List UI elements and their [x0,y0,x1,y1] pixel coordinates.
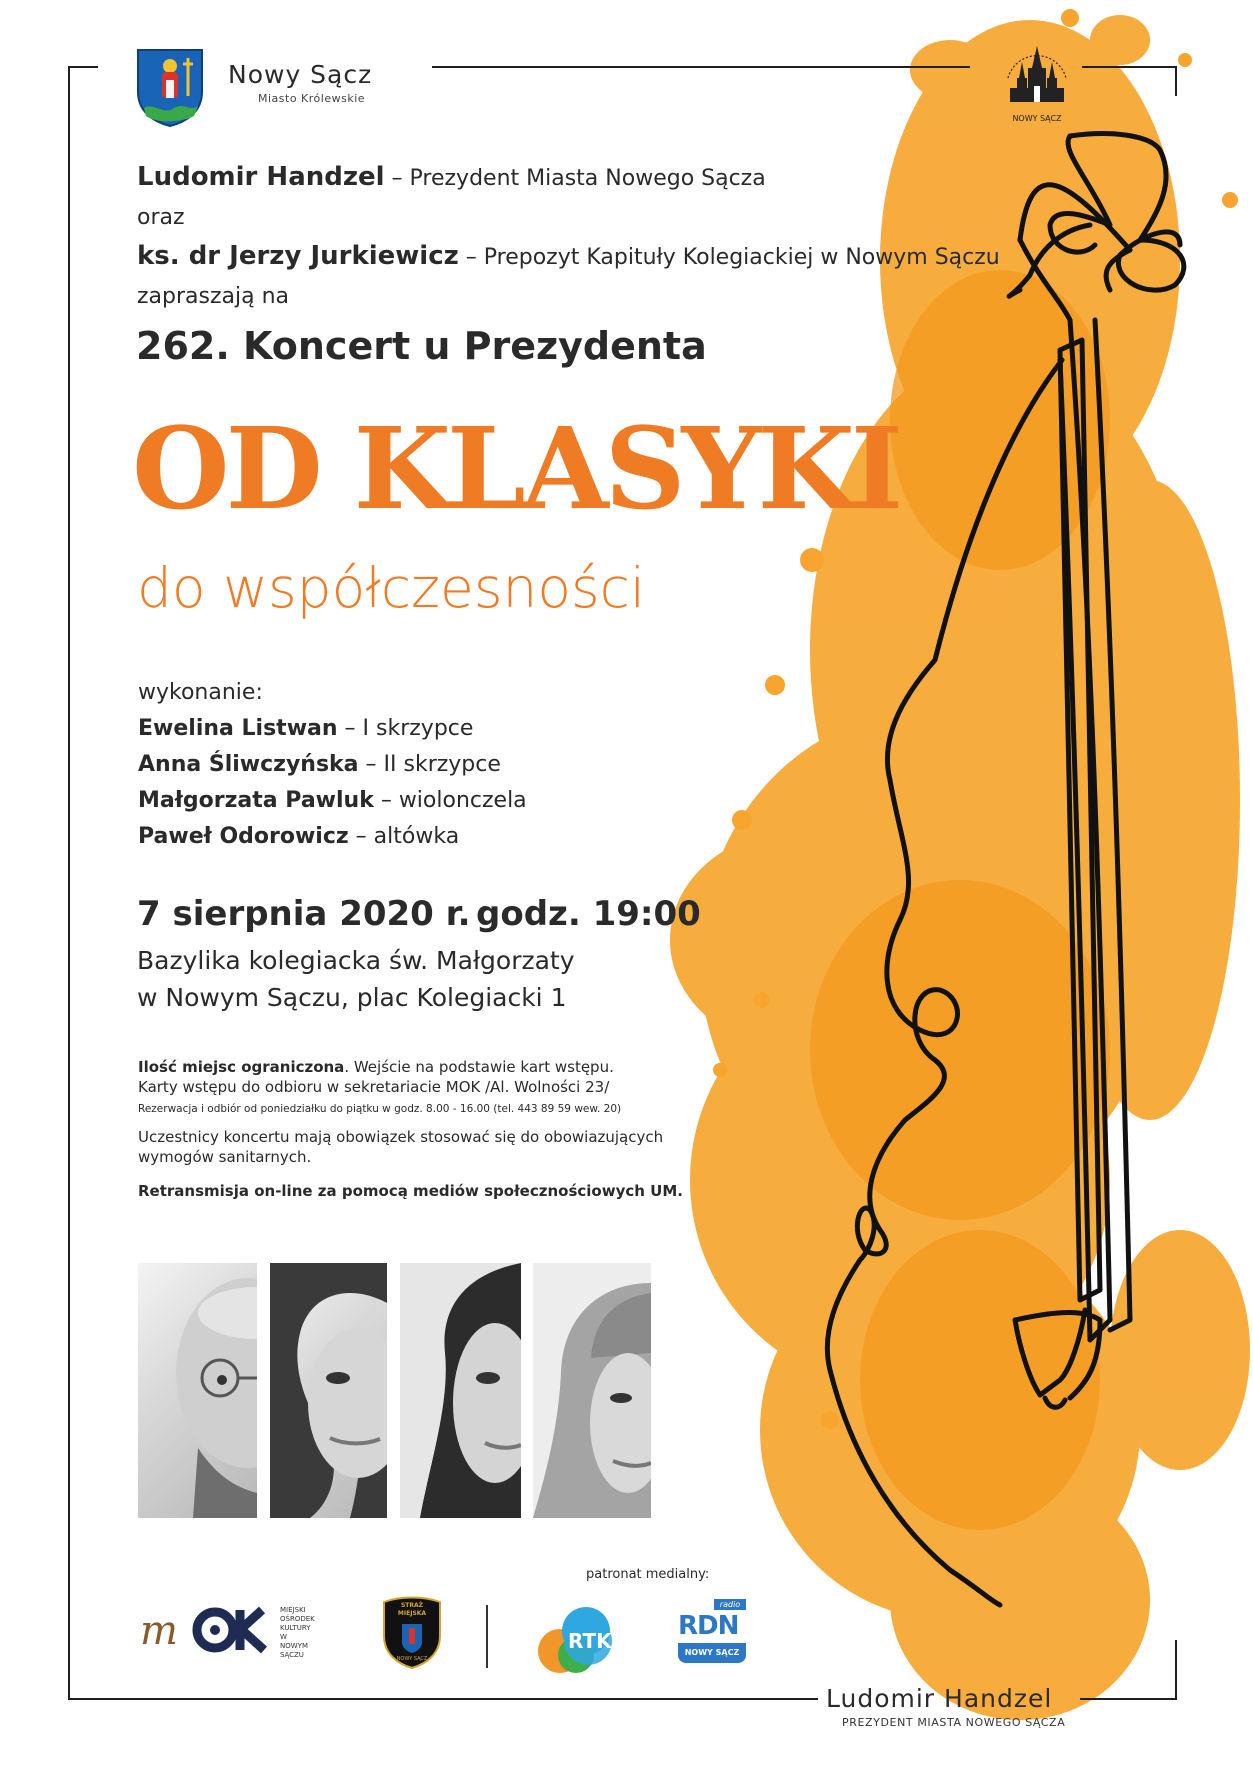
host1-role: – Prezydent Miasta Nowego Sącza [384,166,766,191]
svg-text:m: m [140,1608,178,1654]
event-time: godz. 19:00 [476,894,701,934]
host1-name: Ludomir Handzel [137,162,385,192]
venue-line1: Bazylika kolegiacka św. Małgorzaty [137,946,575,975]
radio-rdn-logo [678,1599,748,1667]
hosts-connector: oraz [137,205,185,230]
host2-role: – Prepozyt Kapituły Kolegiackiej w Nowym Sączu [458,245,1000,270]
city-subtitle: Miasto Królewskie [258,92,366,105]
host1-line [137,158,1037,198]
basilica-stamp-label: NOWY SĄCZ [1012,114,1062,123]
mok-desc-line: SĄCZU [280,1651,304,1659]
signature-role: PREZYDENT MIASTA NOWEGO SĄCZA [842,1716,1066,1729]
host2-line [137,237,1037,277]
performer-row [138,819,738,855]
performer-photo [400,1263,521,1518]
reservation-text: Rezerwacja i odbiór od poniedziałku do piątku w godz. 8.00 - 16.00 (tel. 443 89 59 wew. 20) [138,1103,622,1115]
rdn-city-label: NOWY SĄCZ [678,1643,746,1663]
portrait-woman-icon [533,1263,651,1518]
rtk-logo-text: RTK [568,1629,612,1653]
straz-miejska-badge [380,1596,444,1670]
concert-number-title: 262. Koncert u Prezydenta [136,324,707,368]
rtk-logo [530,1605,626,1675]
mok-logo-icon [140,1604,275,1656]
performers-heading: wykonanie: [138,680,263,705]
cards-info: Karty wstępu do odbioru w sekretariacie MOK /Al. Wolności 23/ [138,1078,610,1096]
reservation-info [138,1097,738,1119]
performer-name: Ewelina Listwan [138,716,338,741]
sanitary-line2: wymogów sanitarnych. [138,1148,312,1166]
performer-role: – altówka [348,824,460,849]
event-date: 7 sierpnia 2020 r. [137,894,471,934]
performer-photo [138,1263,257,1518]
sanitary-line1: Uczestnicy koncertu mają obowiązek stosować się do obowiazujących [138,1128,664,1146]
mok-logo [140,1598,315,1664]
straz-top-text: STRAŻ [400,1602,424,1609]
performer-name: Małgorzata Pawluk [138,788,374,813]
performer-row [138,711,738,747]
performer-role: – wiolonczela [373,788,527,813]
performer-photo [270,1263,387,1518]
mok-desc-line: KULTURY [280,1624,311,1632]
rdn-logo-text: RDN [678,1611,739,1641]
concert-subtitle: do współczesności [137,556,646,620]
stream-info: Retransmisja on-line za pomocą mediów społecznościowych UM. [138,1182,683,1200]
city-coat-of-arms-icon [134,46,206,128]
entry-line [138,1057,738,1077]
performer-name: Paweł Odorowicz [138,824,349,849]
host2-name: ks. dr Jerzy Jurkiewicz [137,241,459,271]
hosts-block [137,158,1037,316]
rdn-radio-label: radio [714,1599,746,1610]
performer-role: – I skrzypce [337,716,474,741]
venue-block [137,942,575,1016]
straz-mid-text: MIEJSKA [397,1610,427,1617]
basilica-stamp [996,38,1078,123]
patronage-label: patronat medialny: [586,1567,710,1582]
concert-main-title: OD KLASYKI [132,404,900,535]
performers-block [138,675,738,855]
basilica-church-icon [996,38,1078,110]
performer-role: – II skrzypce [358,752,501,777]
invite-text: zapraszają na [137,284,290,309]
mok-description [280,1606,315,1660]
performer-row [138,783,738,819]
venue-line2: w Nowym Sączu, plac Kolegiacki 1 [137,983,567,1012]
city-name: Nowy Sącz [228,60,373,89]
info-block [138,1057,738,1201]
entry-info: . Wejście na podstawie kart wstępu. [344,1058,614,1076]
mok-desc-line: OŚRODEK [280,1615,315,1623]
portrait-man-icon [138,1263,257,1518]
performer-name: Anna Śliwczyńska [138,752,359,777]
straz-bottom-text: NOWY SĄCZ [396,1656,428,1662]
mok-desc-line: W NOWYM [280,1633,308,1650]
performer-row [138,747,738,783]
sponsor-divider [486,1605,488,1668]
performer-photo [533,1263,651,1518]
portrait-woman-icon [400,1263,521,1518]
portrait-woman-icon [270,1263,387,1518]
mok-desc-line: MIEJSKI [280,1606,306,1614]
limited-seats: Ilość miejsc ograniczona [138,1058,345,1076]
signature-name: Ludomir Handzel [826,1684,1053,1713]
